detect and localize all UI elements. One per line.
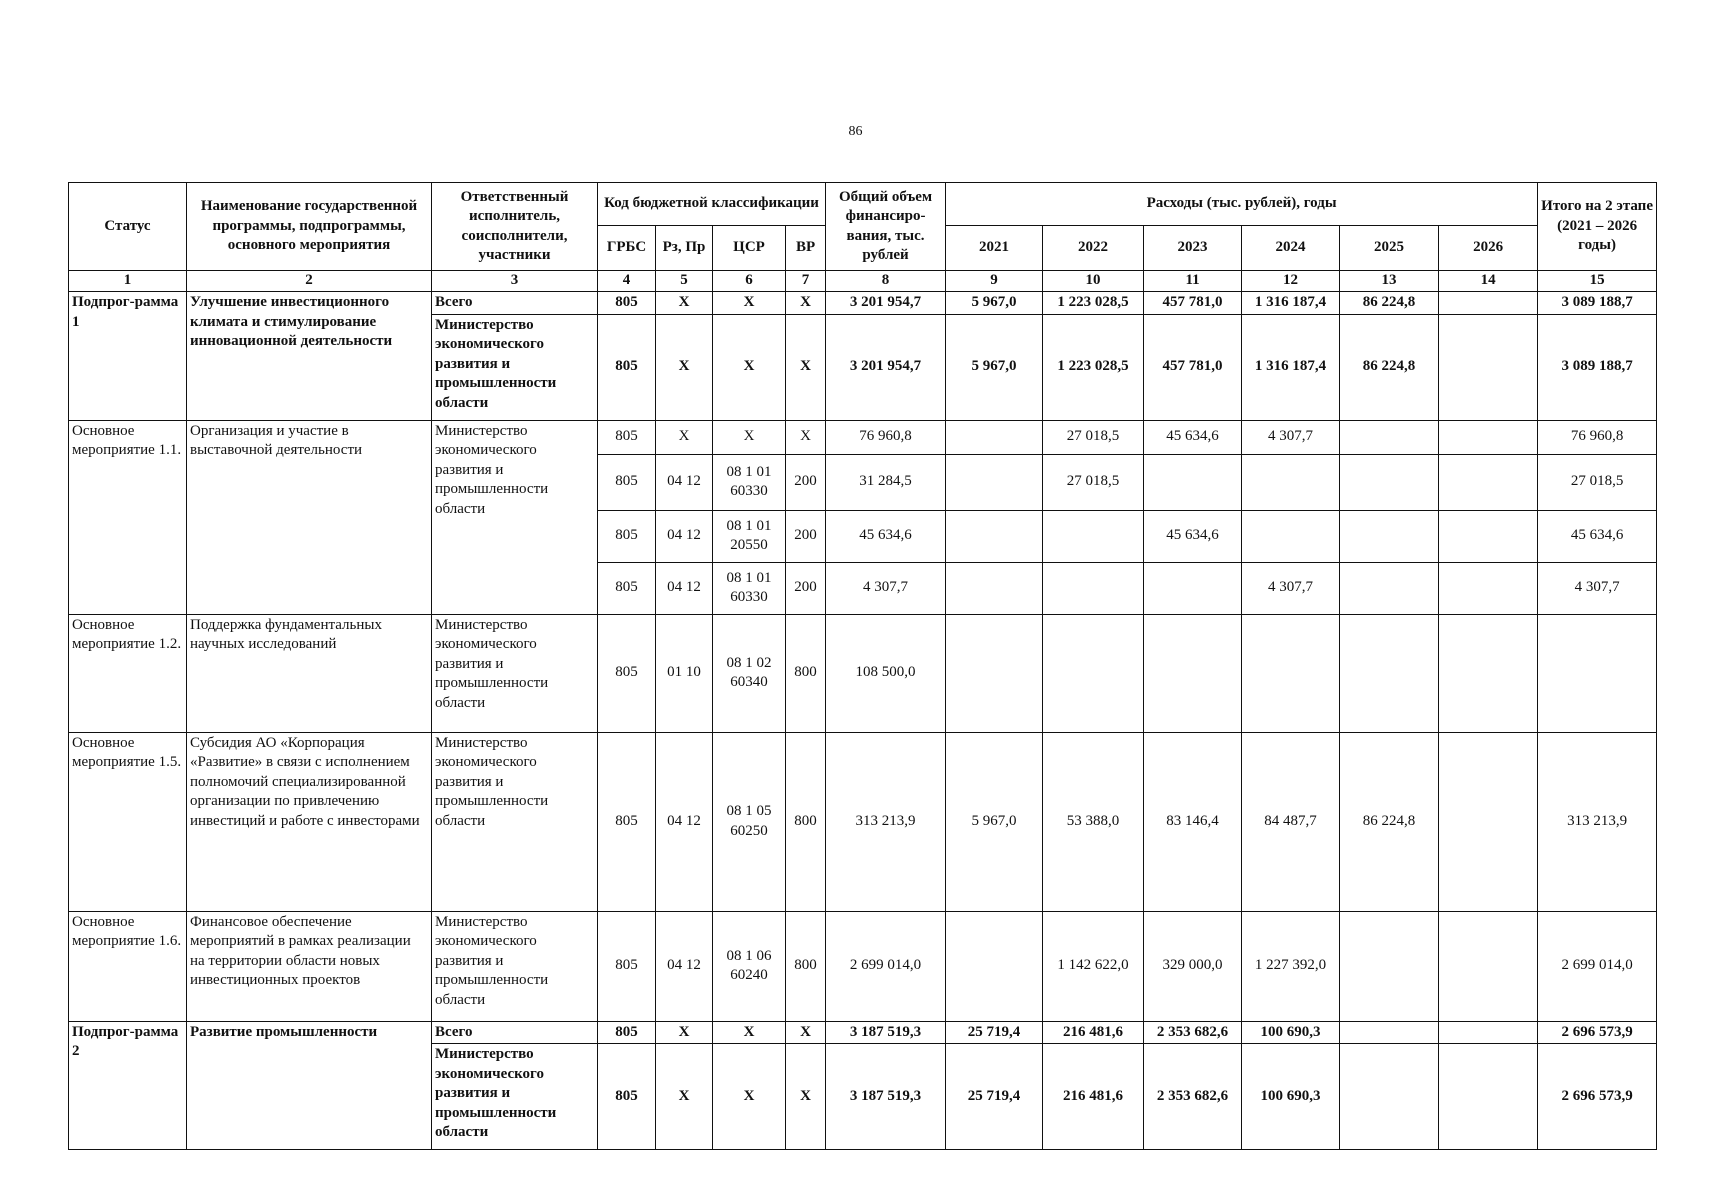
row-responsible: Всего <box>432 292 598 315</box>
cell-csr: Х <box>713 1044 786 1150</box>
cell-stage-total: 2 696 573,9 <box>1538 1021 1657 1044</box>
header-year-2023: 2023 <box>1144 226 1242 271</box>
cell-2025 <box>1340 1021 1439 1044</box>
cell-grbs: 805 <box>598 562 656 614</box>
cell-2025: 86 224,8 <box>1340 292 1439 315</box>
cell-grbs: 805 <box>598 911 656 1021</box>
cell-grbs: 805 <box>598 314 656 420</box>
cell-csr: 08 1 01 60330 <box>713 562 786 614</box>
cell-2026 <box>1439 732 1538 911</box>
cell-2023: 457 781,0 <box>1144 314 1242 420</box>
cell-2022 <box>1043 614 1144 732</box>
cell-vr: Х <box>786 314 826 420</box>
cell-total: 2 699 014,0 <box>826 911 946 1021</box>
cell-2021 <box>946 614 1043 732</box>
cell-2025 <box>1340 420 1439 454</box>
cell-2021: 5 967,0 <box>946 732 1043 911</box>
cell-stage-total: 313 213,9 <box>1538 732 1657 911</box>
cell-vr: 800 <box>786 911 826 1021</box>
cell-total: 76 960,8 <box>826 420 946 454</box>
cell-2026 <box>1439 454 1538 510</box>
column-number: 8 <box>826 271 946 292</box>
cell-2024: 100 690,3 <box>1242 1044 1340 1150</box>
cell-stage-total: 4 307,7 <box>1538 562 1657 614</box>
cell-2024 <box>1242 510 1340 562</box>
table-row <box>69 292 1657 315</box>
cell-2025 <box>1340 614 1439 732</box>
row-name: Организация и участие в выставочной деятельности <box>187 420 432 614</box>
header-status: Статус <box>69 183 187 271</box>
cell-stage-total: 2 696 573,9 <box>1538 1044 1657 1150</box>
cell-2025 <box>1340 454 1439 510</box>
cell-2023 <box>1144 614 1242 732</box>
row-responsible: Министерство экономического развития и промышленности области <box>432 314 598 420</box>
cell-2024: 4 307,7 <box>1242 562 1340 614</box>
cell-csr: 08 1 01 20550 <box>713 510 786 562</box>
budget-table <box>68 182 1657 1150</box>
table-body <box>69 271 1657 1150</box>
cell-2021: 5 967,0 <box>946 314 1043 420</box>
cell-vr: 200 <box>786 562 826 614</box>
row-name: Поддержка фундаментальных научных исследований <box>187 614 432 732</box>
cell-stage-total: 3 089 188,7 <box>1538 314 1657 420</box>
page-number: 86 <box>848 124 863 139</box>
cell-vr: 800 <box>786 732 826 911</box>
header-year-2026: 2026 <box>1439 226 1538 271</box>
cell-rzpr: 04 12 <box>656 911 713 1021</box>
cell-2026 <box>1439 314 1538 420</box>
cell-2024: 100 690,3 <box>1242 1021 1340 1044</box>
cell-2022: 216 481,6 <box>1043 1021 1144 1044</box>
cell-total: 3 201 954,7 <box>826 292 946 315</box>
cell-stage-total: 27 018,5 <box>1538 454 1657 510</box>
table-row <box>69 420 1657 454</box>
row-status: Основное мероприятие 1.5. <box>69 732 187 911</box>
cell-rzpr: 01 10 <box>656 614 713 732</box>
header-code-group: Код бюджетной классификации <box>598 183 826 226</box>
cell-2022: 27 018,5 <box>1043 420 1144 454</box>
cell-stage-total: 45 634,6 <box>1538 510 1657 562</box>
column-number: 1 <box>69 271 187 292</box>
cell-2025 <box>1340 911 1439 1021</box>
cell-rzpr: Х <box>656 1021 713 1044</box>
column-number: 9 <box>946 271 1043 292</box>
cell-total: 3 187 519,3 <box>826 1021 946 1044</box>
column-number: 4 <box>598 271 656 292</box>
cell-grbs: 805 <box>598 614 656 732</box>
header-grbs: ГРБС <box>598 226 656 271</box>
cell-2023 <box>1144 562 1242 614</box>
cell-vr: 200 <box>786 510 826 562</box>
cell-grbs: 805 <box>598 454 656 510</box>
cell-rzpr: 04 12 <box>656 732 713 911</box>
cell-2025 <box>1340 562 1439 614</box>
column-number: 11 <box>1144 271 1242 292</box>
column-number: 14 <box>1439 271 1538 292</box>
cell-2023: 457 781,0 <box>1144 292 1242 315</box>
cell-vr: 800 <box>786 614 826 732</box>
cell-2022: 216 481,6 <box>1043 1044 1144 1150</box>
cell-2021 <box>946 911 1043 1021</box>
cell-2022: 1 223 028,5 <box>1043 292 1144 315</box>
cell-2024: 1 316 187,4 <box>1242 292 1340 315</box>
cell-csr: 08 1 06 60240 <box>713 911 786 1021</box>
cell-stage-total: 2 699 014,0 <box>1538 911 1657 1021</box>
cell-2025 <box>1340 510 1439 562</box>
header-name: Наименование государственной программы, подпрограммы, основного мероприятия <box>187 183 432 271</box>
row-responsible: Всего <box>432 1021 598 1044</box>
column-number: 12 <box>1242 271 1340 292</box>
cell-grbs: 805 <box>598 732 656 911</box>
cell-2021 <box>946 454 1043 510</box>
cell-2025 <box>1340 1044 1439 1150</box>
cell-grbs: 805 <box>598 510 656 562</box>
header-year-2024: 2024 <box>1242 226 1340 271</box>
cell-rzpr: Х <box>656 292 713 315</box>
cell-2026 <box>1439 510 1538 562</box>
cell-2026 <box>1439 1044 1538 1150</box>
table-row <box>69 614 1657 732</box>
cell-2025: 86 224,8 <box>1340 732 1439 911</box>
column-number: 2 <box>187 271 432 292</box>
cell-rzpr: 04 12 <box>656 562 713 614</box>
cell-2026 <box>1439 420 1538 454</box>
cell-2024 <box>1242 454 1340 510</box>
cell-csr: Х <box>713 292 786 315</box>
row-name: Развитие промышленности <box>187 1021 432 1150</box>
cell-total: 45 634,6 <box>826 510 946 562</box>
column-number: 10 <box>1043 271 1144 292</box>
cell-rzpr: Х <box>656 1044 713 1150</box>
table-row <box>69 732 1657 911</box>
cell-csr: 08 1 02 60340 <box>713 614 786 732</box>
row-responsible: Министерство экономического развития и промышленности области <box>432 911 598 1021</box>
cell-2023: 45 634,6 <box>1144 510 1242 562</box>
table-header <box>69 183 1657 271</box>
cell-rzpr: 04 12 <box>656 510 713 562</box>
cell-csr: Х <box>713 1021 786 1044</box>
cell-vr: 200 <box>786 454 826 510</box>
header-year-2021: 2021 <box>946 226 1043 271</box>
cell-2023: 83 146,4 <box>1144 732 1242 911</box>
row-responsible: Министерство экономического развития и промышленности области <box>432 732 598 911</box>
cell-grbs: 805 <box>598 292 656 315</box>
cell-2026 <box>1439 292 1538 315</box>
cell-rzpr: Х <box>656 314 713 420</box>
cell-2023: 2 353 682,6 <box>1144 1044 1242 1150</box>
cell-2023: 329 000,0 <box>1144 911 1242 1021</box>
cell-vr: Х <box>786 1021 826 1044</box>
cell-2022 <box>1043 510 1144 562</box>
cell-stage-total <box>1538 614 1657 732</box>
cell-csr: Х <box>713 314 786 420</box>
cell-2021: 25 719,4 <box>946 1021 1043 1044</box>
cell-vr: Х <box>786 420 826 454</box>
cell-2024: 1 316 187,4 <box>1242 314 1340 420</box>
cell-csr: Х <box>713 420 786 454</box>
header-rzpr: Рз, Пр <box>656 226 713 271</box>
column-number: 3 <box>432 271 598 292</box>
cell-2024 <box>1242 614 1340 732</box>
row-status: Основное мероприятие 1.6. <box>69 911 187 1021</box>
cell-grbs: 805 <box>598 1044 656 1150</box>
cell-grbs: 805 <box>598 1021 656 1044</box>
table-row <box>69 911 1657 1021</box>
cell-csr: 08 1 05 60250 <box>713 732 786 911</box>
cell-total: 313 213,9 <box>826 732 946 911</box>
column-number: 6 <box>713 271 786 292</box>
row-status: Подпрог-рамма 2 <box>69 1021 187 1150</box>
cell-stage-total: 76 960,8 <box>1538 420 1657 454</box>
cell-2023 <box>1144 454 1242 510</box>
row-name: Улучшение инвестиционного климата и стимулирование инновационной деятельности <box>187 292 432 421</box>
cell-rzpr: 04 12 <box>656 454 713 510</box>
cell-2022: 53 388,0 <box>1043 732 1144 911</box>
column-number: 13 <box>1340 271 1439 292</box>
column-number: 15 <box>1538 271 1657 292</box>
row-responsible: Министерство экономического развития и промышленности области <box>432 1044 598 1150</box>
cell-total: 3 201 954,7 <box>826 314 946 420</box>
cell-2024: 4 307,7 <box>1242 420 1340 454</box>
cell-total: 4 307,7 <box>826 562 946 614</box>
row-name: Финансовое обеспечение мероприятий в рамках реализации на территории области новых инвестиционных проектов <box>187 911 432 1021</box>
cell-2026 <box>1439 614 1538 732</box>
cell-2022: 1 223 028,5 <box>1043 314 1144 420</box>
cell-2022: 1 142 622,0 <box>1043 911 1144 1021</box>
column-number-row <box>69 271 1657 292</box>
cell-2024: 1 227 392,0 <box>1242 911 1340 1021</box>
cell-stage-total: 3 089 188,7 <box>1538 292 1657 315</box>
cell-2021: 5 967,0 <box>946 292 1043 315</box>
cell-2023: 45 634,6 <box>1144 420 1242 454</box>
cell-grbs: 805 <box>598 420 656 454</box>
cell-2026 <box>1439 1021 1538 1044</box>
column-number: 7 <box>786 271 826 292</box>
row-responsible: Министерство экономического развития и промышленности области <box>432 420 598 614</box>
row-status: Подпрог-рамма 1 <box>69 292 187 421</box>
cell-total: 31 284,5 <box>826 454 946 510</box>
cell-2021 <box>946 420 1043 454</box>
header-total-volume: Общий объем финансиро-вания, тыс. рублей <box>826 183 946 271</box>
row-name: Субсидия АО «Корпорация «Развитие» в связи с исполнением полномочий специализированной организации по привлечению инвестиций и работе с инвесторами <box>187 732 432 911</box>
cell-2022: 27 018,5 <box>1043 454 1144 510</box>
cell-2021: 25 719,4 <box>946 1044 1043 1150</box>
header-stage-total: Итого на 2 этапе (2021 – 2026 годы) <box>1538 183 1657 271</box>
header-vr: ВР <box>786 226 826 271</box>
cell-vr: Х <box>786 292 826 315</box>
header-expenses-group: Расходы (тыс. рублей), годы <box>946 183 1538 226</box>
cell-2021 <box>946 510 1043 562</box>
cell-total: 108 500,0 <box>826 614 946 732</box>
cell-2022 <box>1043 562 1144 614</box>
cell-2026 <box>1439 562 1538 614</box>
column-number: 5 <box>656 271 713 292</box>
cell-2024: 84 487,7 <box>1242 732 1340 911</box>
cell-rzpr: Х <box>656 420 713 454</box>
row-status: Основное мероприятие 1.2. <box>69 614 187 732</box>
cell-2025: 86 224,8 <box>1340 314 1439 420</box>
cell-total: 3 187 519,3 <box>826 1044 946 1150</box>
cell-2023: 2 353 682,6 <box>1144 1021 1242 1044</box>
row-status: Основное мероприятие 1.1. <box>69 420 187 614</box>
cell-csr: 08 1 01 60330 <box>713 454 786 510</box>
table-row <box>69 1021 1657 1044</box>
row-responsible: Министерство экономического развития и промышленности области <box>432 614 598 732</box>
cell-vr: Х <box>786 1044 826 1150</box>
header-responsible: Ответственный исполнитель, соисполнители, участники <box>432 183 598 271</box>
header-year-2022: 2022 <box>1043 226 1144 271</box>
cell-2021 <box>946 562 1043 614</box>
cell-2026 <box>1439 911 1538 1021</box>
header-year-2025: 2025 <box>1340 226 1439 271</box>
header-csr: ЦСР <box>713 226 786 271</box>
